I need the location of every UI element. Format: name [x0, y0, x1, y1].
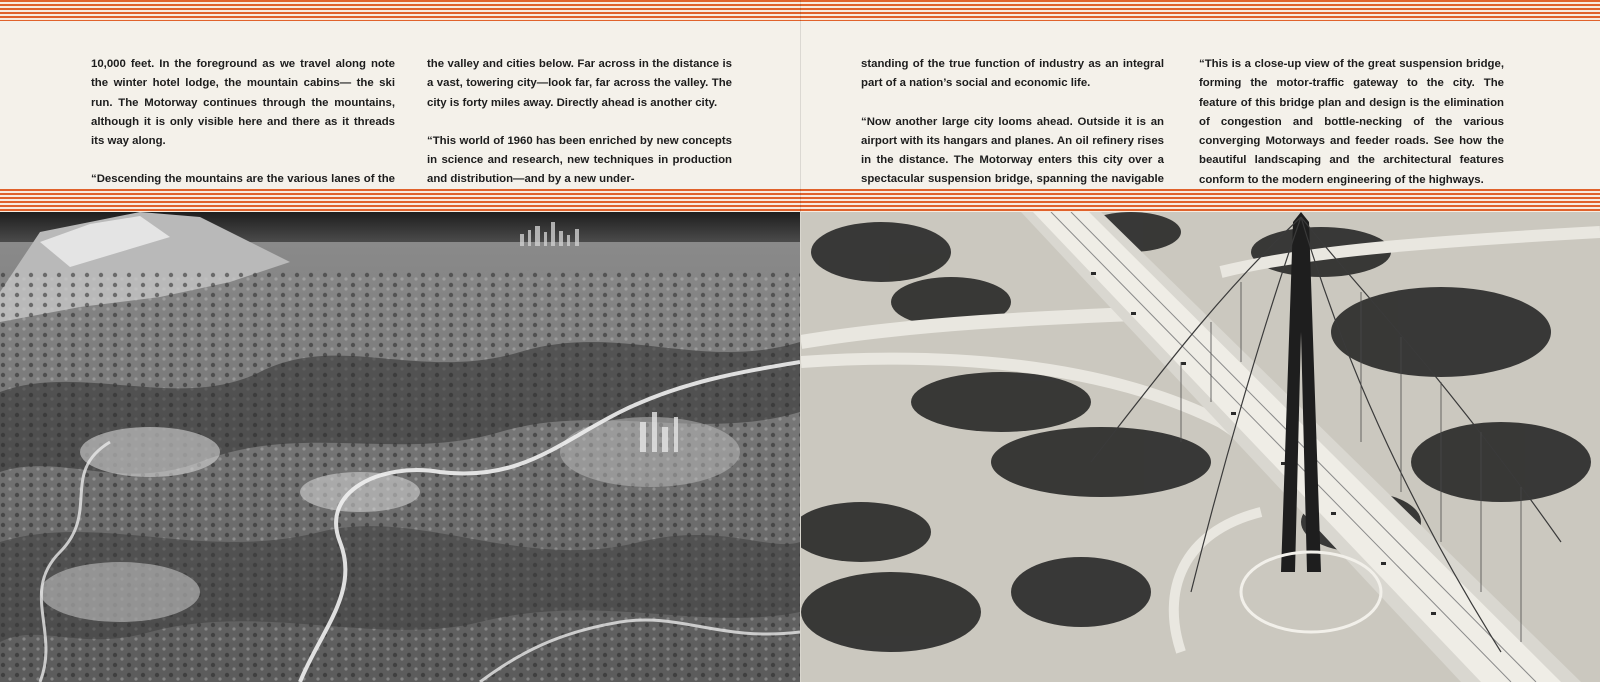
paragraph: “This world of 1960 has been enriched by new concepts in science and research, new techniques in production and distribution—and by a new under- [427, 134, 732, 186]
paragraph: standing of the true function of industry as an integral part of a nation’s social and economic life. [861, 58, 1164, 90]
paragraph: “Now another large city looms ahead. Outside it is an airport with its hangars and planes. An oil refinery rises in the distance. The Motorway enters this city over a spectacular suspension bridge, spanning the navigable [861, 115, 1164, 186]
text-column-4 [1199, 55, 1504, 209]
photo-mountain-valley [0, 212, 800, 682]
photo-suspension-bridge [801, 212, 1600, 682]
paragraph: “This is a close-up view of the great suspension bridge, forming the motor-traffic gateway to the city. The feature of this bridge plan and design is the elimination of congestion and bottle-necking of the various converging Motorways and feeder roads. See how the beautiful landscaping and the architectural features conform to the modern engineering of the highways. [1199, 58, 1504, 186]
page-gutter [800, 0, 801, 682]
paragraph: “Descending the mountains are the various lanes of the [91, 173, 395, 186]
text-column-2 [427, 55, 732, 209]
paragraph: the valley and cities below. Far across in the distance is a vast, towering city—look far, far across the valley. The city is forty miles away. Directly ahead is another city. [427, 58, 732, 109]
paragraph: 10,000 feet. In the foreground as we travel along note the winter hotel lodge, the mountain cabins— the ski run. The Motorway continues through the mountains, although it is only visible here and there as it threads its way along. [91, 58, 395, 148]
